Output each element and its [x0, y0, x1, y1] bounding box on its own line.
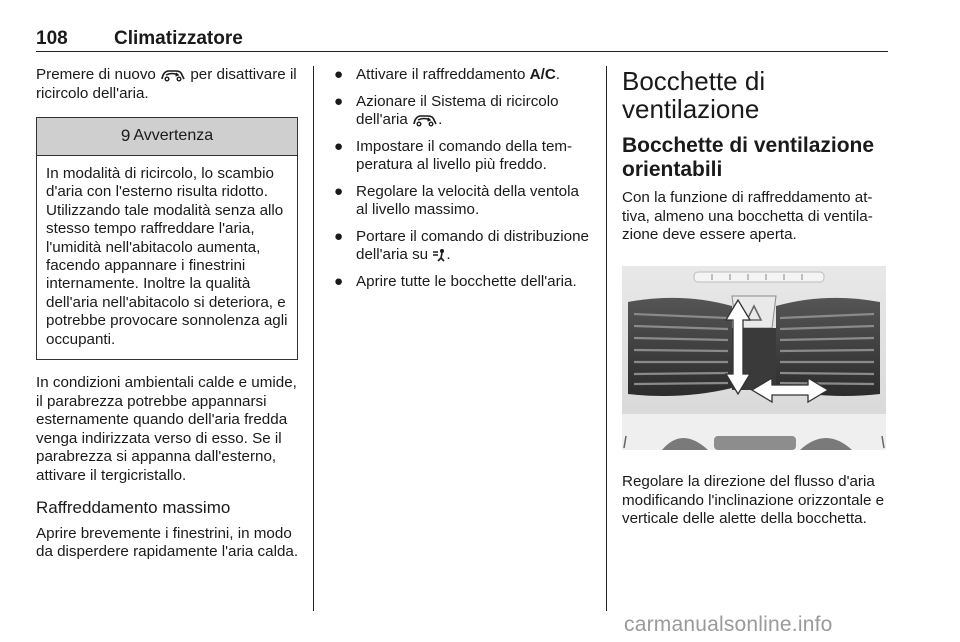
max-cooling-heading: Raffreddamento massimo	[36, 498, 231, 518]
warning-title: Avvertenza	[133, 127, 214, 145]
page-number: 108	[36, 28, 68, 49]
bullet: ●	[334, 272, 344, 290]
recirculation-icon	[160, 68, 186, 82]
section-subtitle: Bocchette di ventilazione orientabili	[622, 134, 875, 181]
warning-header	[37, 118, 297, 156]
steps-list	[332, 66, 594, 291]
bullet: ●	[334, 137, 344, 155]
humid-paragraph: In condizioni ambientali calde e umide, il parabrezza potrebbe appannarsi esternamente quando dell'aria fredda venga indirizzata verso di esso. Se il parabrezza si appanna dall'esterno, attivare il tergicristallo.	[36, 374, 297, 484]
column-divider	[313, 66, 314, 611]
recirculation-icon	[412, 113, 438, 127]
list-item: ● Impostare il comando della temperatura al livello più freddo.	[334, 137, 573, 173]
list-item: ● Attivare il raffreddamento A/C.	[334, 66, 561, 83]
warning-triangle-icon: 9	[120, 126, 131, 146]
ac-label: A/C	[529, 66, 556, 83]
list-item: ● Portare il comando di distribuzione dell'aria su .	[334, 227, 589, 263]
warning-body: In modalità di ricircolo, lo scambio d'aria con l'esterno risulta ridotto. Utilizzando tale modalità senza allo stesso tempo raffreddare l'aria, l'umidità nell'abitacolo aumenta, facendo appannare i finestrini internamente. Inoltre la qualità dell'aria nell'abitacolo si deteriora, e potrebbe provocare sonnolenza agli occupanti.	[46, 165, 288, 348]
column-divider	[606, 66, 607, 611]
bullet: ●	[334, 227, 344, 245]
list-item: ● Azionare il Sistema di ricircolo dell'aria .	[334, 92, 559, 128]
max-cooling-text: Aprire brevemente i finestrini, in modo da disperdere rapidamente l'aria calda.	[36, 524, 299, 561]
page-header	[36, 30, 888, 52]
column-left	[36, 66, 300, 562]
bullet: ●	[334, 92, 344, 110]
intro-paragraph: Premere di nuovo per disattivare il ricircolo dell'aria.	[36, 66, 297, 102]
list-item: ● Regolare la velocità della ventola al livello massimo.	[334, 182, 579, 218]
bullet: ●	[334, 182, 344, 200]
list-item: ● Aprire tutte le bocchette dell'aria.	[334, 272, 577, 290]
watermark: carmanualsonline.info	[624, 613, 833, 636]
warning-box	[36, 117, 298, 360]
intro-paragraph: Con la funzione di raffreddamento attiva, almeno una bocchetta di ventilazione deve essere aperta.	[622, 189, 873, 243]
bullet: ●	[334, 66, 344, 83]
air-vent-illustration	[622, 266, 886, 450]
section-title: Climatizzatore	[114, 28, 243, 49]
figure-caption: Regolare la direzione del flusso d'aria modificando l'inclinazione orizzontale e verticale delle alette della bocchetta.	[622, 473, 885, 527]
column-middle	[332, 66, 594, 299]
air-to-face-icon	[432, 248, 446, 262]
page-title: Bocchette di ventilazione	[622, 66, 766, 124]
column-right	[622, 66, 890, 529]
